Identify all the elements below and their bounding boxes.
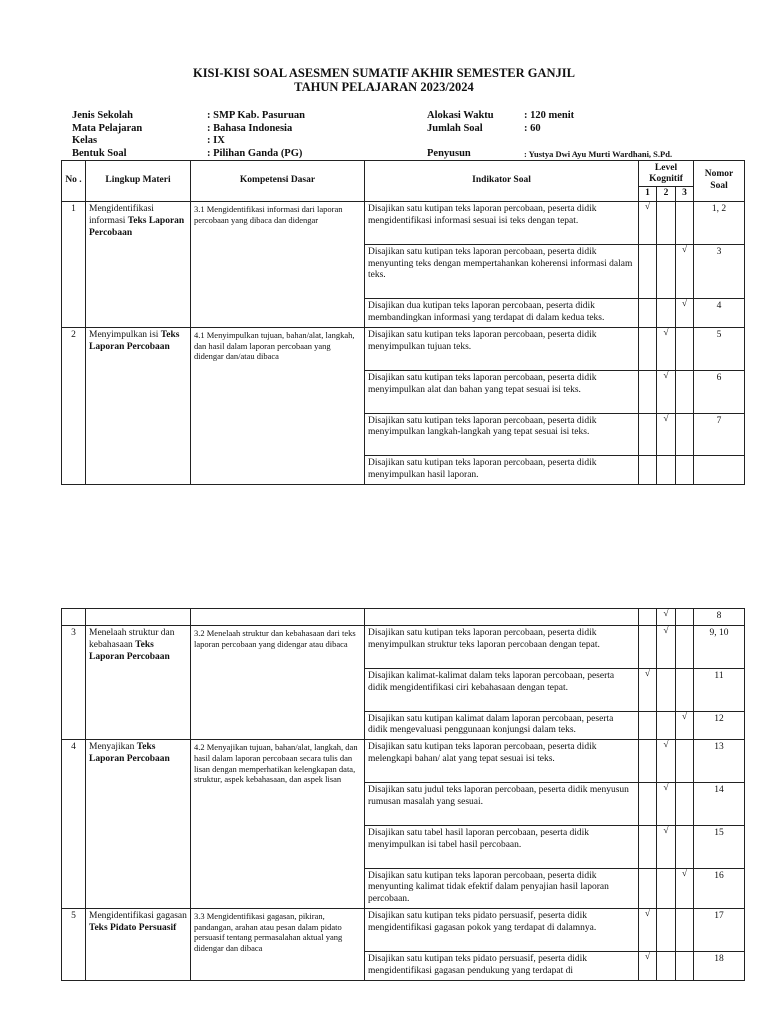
row-number: 3 [62,626,86,740]
level-3-mark: √ [676,868,694,909]
level-1-mark [639,783,657,826]
level-2-mark: √ [657,328,676,371]
indikator-text: Disajikan satu kutipan teks laporan percobaan, peserta didik menyimpulkan struktur teks laporan percobaan dengan tepat. [368,628,600,650]
row-number: 2 [62,328,86,485]
kisi-table-page2 [61,608,745,981]
level-1-mark [639,413,657,456]
meta-penyusun-label: Penyusun [427,148,471,159]
level-3-mark [676,456,694,485]
level-2-mark: √ [657,609,676,626]
indikator-soal [365,244,639,299]
level-3-mark [676,413,694,456]
nomor-soal [694,456,745,485]
indikator-soal [365,413,639,456]
level-1-mark: √ [639,909,657,952]
level-1-mark: √ [639,201,657,244]
lingkup-materi [86,201,191,327]
row-number: 5 [62,909,86,981]
nomor-soal: 3 [694,244,745,299]
nomor-soal: 13 [694,740,745,783]
indikator-soal [365,711,639,740]
indikator-text: Disajikan satu kutipan teks pidato persuasif, peserta didik mengidentifikasi gagasan pokok yang terdapat di dalamnya. [368,911,597,933]
lingkup-materi [86,328,191,485]
lingkup-bold-text: Teks Laporan Percobaan [89,330,180,352]
level-2-mark: √ [657,626,676,669]
indikator-text: Disajikan satu kutipan teks laporan percobaan, peserta didik menyimpulkan alat dan bahan yang tepat sesuai isi teks. [368,372,597,395]
indikator-soal [365,668,639,711]
indikator-text: Disajikan satu kutipan teks laporan percobaan, peserta didik melengkapi bahan/ alat yang tepat sesuai isi teks. [368,742,597,765]
indikator-text: Disajikan dua kutipan teks laporan percobaan, peserta didik membandingkan informasi yang terdapat di dalam kedua teks. [368,301,605,324]
indikator-text: Disajikan satu kutipan teks laporan percobaan, peserta didik menyunting teks dengan mempertahankan koherensi informasi dalam teks. [368,246,633,281]
kompetensi-dasar: 3.3 Mengidentifikasi gagasan, pikiran, pandangan, arahan atau pesan dalam pidato persuasif tentang permasalahan aktual yang didengar dan dibaca [191,909,365,981]
lingkup-text: Menelaah struktur dan kebahasaan [89,628,175,650]
indikator-soal [365,825,639,868]
level-3-mark [676,909,694,952]
level-1-mark [639,868,657,909]
level-1-mark [639,626,657,669]
indikator-soal [365,909,639,952]
meta-penyusun-value: : Yustya Dwi Ayu Murti Wardhani, S.Pd. [524,149,673,159]
nomor-soal: 14 [694,783,745,826]
row-number: 1 [62,201,86,327]
header-level-2: 2 [657,187,676,202]
lingkup-materi [86,740,191,909]
level-2-mark: √ [657,740,676,783]
meta-alokasi-label: Alokasi Waktu [427,110,494,121]
lingkup-bold-text: Teks Laporan Percobaan [89,215,185,238]
kompetensi-dasar: 4.2 Menyajikan tujuan, bahan/alat, langkah, dan hasil dalam laporan percobaan secara tulis dan lisan dengan memperhatikan kelengkapan data, struktur, aspek kebahasaan, dan aspek lisan [191,740,365,909]
table-row [62,201,745,244]
level-3-mark [676,740,694,783]
lingkup-bold-text: Teks Pidato Persuasif [89,923,177,933]
level-2-mark [657,951,676,980]
header-no: No . [62,161,86,202]
level-1-mark: √ [639,951,657,980]
level-1-mark [639,456,657,485]
level-3-mark: √ [676,244,694,299]
level-1-mark [639,711,657,740]
meta-bentuk-value: : Pilihan Ganda (PG) [207,148,303,159]
lingkup-bold-text: Teks Laporan Percobaan [89,742,170,765]
level-1-mark [639,299,657,328]
indikator-soal [365,370,639,413]
level-3-mark [676,783,694,826]
nomor-soal: 8 [694,609,745,626]
level-1-mark [639,370,657,413]
header-nomor: Nomor Soal [694,161,745,202]
table-row [62,328,745,371]
table-row [62,909,745,952]
level-1-mark [639,825,657,868]
indikator-text: Disajikan satu kutipan teks laporan percobaan, peserta didik menyimpulkan langkah-langkah yang tepat sesuai isi teks. [368,415,597,438]
level-3-mark [676,609,694,626]
level-3-mark [676,328,694,371]
nomor-soal: 7 [694,413,745,456]
meta-jumlah-label: Jumlah Soal [427,123,483,134]
meta-bentuk-label: Bentuk Soal [72,148,127,159]
level-2-mark [657,668,676,711]
indikator-soal [365,299,639,328]
meta-jenis-value: : SMP Kab. Pasuruan [207,110,306,121]
nomor-soal: 15 [694,825,745,868]
lingkup-text: Mengidentifikasi gagasan [89,911,187,922]
meta-jenis-label: Jenis Sekolah [72,110,133,121]
level-2-mark [657,299,676,328]
meta-kelas-value: : IX [207,135,225,146]
header-lingkup: Lingkup Materi [86,161,191,202]
header-level-3: 3 [676,187,694,202]
table-row [62,740,745,783]
meta-mapel-value: : Bahasa Indonesia [207,123,293,134]
level-1-mark [639,244,657,299]
nomor-soal: 18 [694,951,745,980]
nomor-soal: 5 [694,328,745,371]
header-level: Level Kognitif [639,161,694,187]
meta-alokasi-value: : 120 menit [524,110,575,121]
indikator-text: Disajikan satu kutipan teks laporan percobaan, peserta didik menyimpulkan hasil laporan. [368,458,597,481]
lingkup-text: Menyajikan [89,742,137,753]
nomor-soal: 17 [694,909,745,952]
indikator-soal [365,328,639,371]
nomor-soal: 11 [694,668,745,711]
level-2-mark [657,456,676,485]
nomor-soal: 9, 10 [694,626,745,669]
lingkup-text: Menyimpulkan isi [89,330,161,340]
nomor-soal: 16 [694,868,745,909]
level-2-mark [657,909,676,952]
level-3-mark [676,370,694,413]
indikator-soal [365,951,639,980]
level-3-mark [676,626,694,669]
lingkup-materi [86,909,191,981]
level-2-mark [657,201,676,244]
indikator-soal [365,626,639,669]
level-3-mark [676,668,694,711]
indikator-soal [365,201,639,244]
level-2-mark [657,868,676,909]
indikator-soal [365,456,639,485]
header-kd: Kompetensi Dasar [191,161,365,202]
meta-jumlah-value: : 60 [524,123,541,134]
indikator-text: Disajikan satu judul teks laporan percobaan, peserta didik menyusun rumusan masalah yang sesuai. [368,785,629,807]
indikator-text: Disajikan satu kutipan teks laporan percobaan, peserta didik mengidentifikasi informasi sesuai isi teks dengan tepat. [368,203,597,226]
table-row-continuation [62,609,745,626]
indikator-text: Disajikan satu tabel hasil laporan percobaan, peserta didik menyimpulkan isi tabel hasil percobaan. [368,827,590,850]
table-row [62,626,745,669]
level-2-mark: √ [657,370,676,413]
level-1-mark [639,609,657,626]
level-2-mark: √ [657,825,676,868]
level-2-mark: √ [657,413,676,456]
kisi-table-page1 [61,160,745,485]
nomor-soal: 4 [694,299,745,328]
kompetensi-dasar: 3.1 Mengidentifikasi informasi dari laporan percobaan yang dibaca dan didengar [191,201,365,327]
level-1-mark [639,740,657,783]
level-1-mark [639,328,657,371]
document-title: KISI-KISI SOAL ASESMEN SUMATIF AKHIR SEMESTER GANJIL [192,66,576,80]
level-3-mark: √ [676,299,694,328]
indikator-text: Disajikan satu kutipan teks laporan percobaan, peserta didik menyimpulkan tujuan teks. [368,330,597,352]
header-level-1: 1 [639,187,657,202]
level-2-mark [657,244,676,299]
level-1-mark: √ [639,668,657,711]
meta-kelas-label: Kelas [72,135,98,146]
level-3-mark [676,951,694,980]
indikator-soal [365,783,639,826]
level-2-mark [657,711,676,740]
level-3-mark [676,201,694,244]
level-3-mark: √ [676,711,694,740]
level-3-mark [676,825,694,868]
indikator-text: Disajikan satu kutipan teks laporan percobaan, peserta didik menyunting kalimat tidak efektif dalam penyajian hasil laporan percobaan. [368,870,609,905]
indikator-text: Disajikan kalimat-kalimat dalam teks laporan percobaan, peserta didik mengidentifikasi ciri kebahasaan dengan tepat. [368,670,615,693]
document-subtitle: TAHUN PELAJARAN 2023/2024 [294,80,474,94]
level-2-mark: √ [657,783,676,826]
lingkup-text: Mengidentifikasi informasi [89,203,154,226]
indikator-text: Disajikan satu kutipan teks pidato persuasif, peserta didik mengidentifikasi gagasan pendukung yang terdapat di [368,953,587,976]
indikator-soal [365,740,639,783]
kompetensi-dasar: 3.2 Menelaah struktur dan kebahasaan dari teks laporan percobaan yang didengar atau dibaca [191,626,365,740]
nomor-soal: 1, 2 [694,201,745,244]
kompetensi-dasar: 4.1 Menyimpulkan tujuan, bahan/alat, langkah, dan hasil dalam laporan percobaan yang didengar dan/atau dibaca [191,328,365,485]
lingkup-bold-text: Teks Laporan Percobaan [89,639,170,662]
nomor-soal: 6 [694,370,745,413]
lingkup-materi [86,626,191,740]
row-number: 4 [62,740,86,909]
meta-mapel-label: Mata Pelajaran [72,123,143,134]
indikator-soal [365,868,639,909]
nomor-soal: 12 [694,711,745,740]
indikator-text: Disajikan satu kutipan kalimat dalam laporan percobaan, peserta didik mengevaluasi penggunaan konjungsi dalam teks. [368,713,614,736]
header-indikator: Indikator Soal [365,161,639,202]
